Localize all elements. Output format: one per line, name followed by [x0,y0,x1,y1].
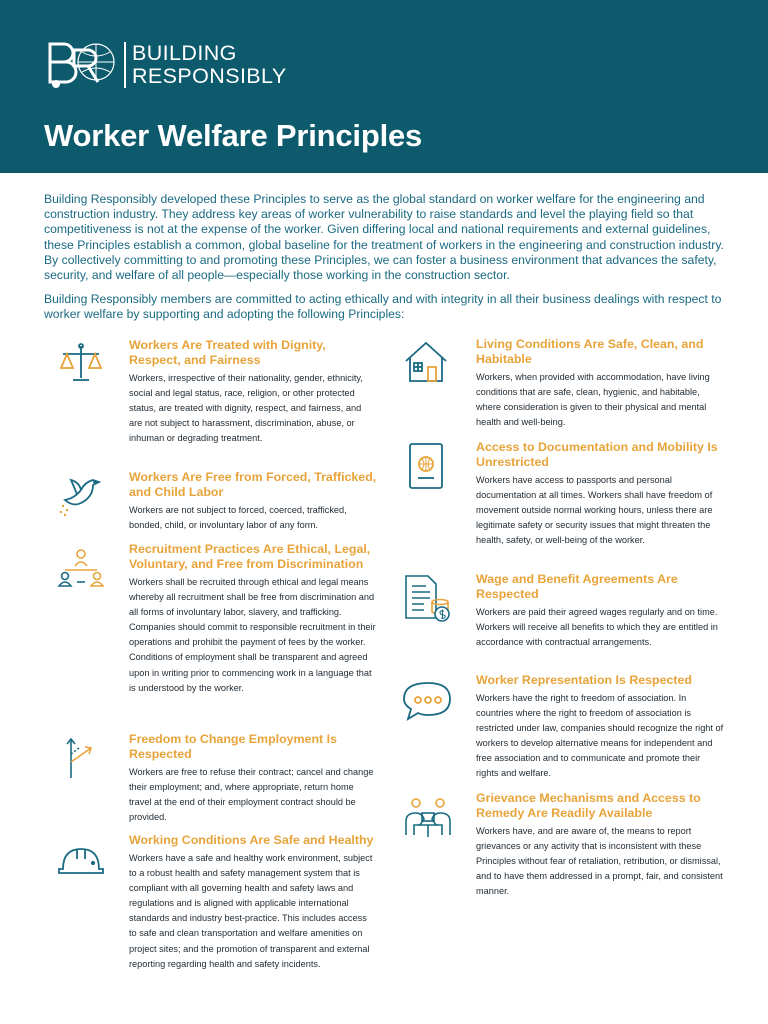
principle-text: Workers have the right to freedom of association. In countries where the right to freedom of association is restricted under law, companies should recognize the right of workers to develop alternative means for independent and free association and to communicate and promote their rights and welfare. [476,693,724,779]
principle-text: Workers are free to refuse their contract; cancel and change their employment; and, where appropriate, return home travel at the end of their employment contract should be provided. [129,767,374,823]
principle-title: Workers Are Treated with Dignity, Respect, and Fairness [129,338,326,367]
logo-divider [124,42,126,88]
meeting-table-icon [402,791,454,843]
principle-text: Workers are paid their agreed wages regularly and on time. Workers will receive all benefits to which they are entitled in accordance with contractual arrangements. [476,607,718,648]
scales-icon [55,338,107,390]
speech-bubble-icon [402,673,454,725]
dove-icon [55,470,107,522]
principle-text: Workers have a safe and healthy work environment, subject to a robust health and safety management system that is compliant with all governing health and safety laws and regulations and is aligned with applicable international standards and industry best-practice. This includes access to safe and clean transportation and welfare amenities on project sites; and the promotion of transparent and external reporting regarding health and safety incidents. [129,853,373,969]
page-title: Worker Welfare Principles [44,118,423,153]
principle-title: Worker Representation Is Respected [476,673,692,687]
logo-wordmark [132,42,287,88]
document-coins-icon [402,572,454,624]
principle-text: Workers, when provided with accommodation, have living conditions that are safe, clean, hygienic, and habitable, where consideration is given to their physical and mental health and well-being. [476,372,710,428]
principle-title: Working Conditions Are Safe and Healthy [129,833,374,847]
building-responsibly-logo [44,40,287,90]
house-icon [402,337,454,389]
principle-text: Workers shall be recruited through ethical and legal means whereby all recruitment shall be free from discrimination and all forms of involuntary labor, slavery, and trafficking. Companies should commit to responsible recruitment in their operations and prohibit the payment of fees by the worker. Conditions of employment shall be transparent and agreed upon in writing prior to commencing work in a language that is understood by the worker. [129,577,376,693]
intro-paragraph-1: Building Responsibly developed these Principles to serve as the global standard on worker welfare for the engineering and construction industry. They address key areas of worker vulnerability to raise standards and level the playing field so that competitiveness is not at the expense of the worker. Given differing local and national requirements and external guidelines, these Principles establish a common, global baseline for the treatment of workers in the engineering and construction industry. By collectively committing to and promoting these Principles, we can foster a business environment that advances the safety, security, and welfare of all people—especially those working in the construction sector. [44,192,724,283]
branching-arrows-icon [55,732,107,784]
logo-line-1: BUILDING [132,41,237,65]
principle-text: Workers have, and are aware of, the means to report grievances or any activity that is inconsistent with these Principles without fear of retaliation, retribution, or dismissal, and to have them addressed in a prompt, fair, and consistent manner. [476,826,723,897]
people-scale-icon [55,542,107,594]
principle-text: Workers have access to passports and personal documentation at all times. Workers shall have freedom of movement outside normal working hours, unless there are legitimate safety or security issues that might threaten the health, safety, or well-being of the worker. [476,475,713,546]
intro-paragraph-2: Building Responsibly members are committed to acting ethically and with integrity in all their business dealings with respect to worker welfare by supporting and adopting the following Principles: [44,292,722,322]
principle-text: Workers, irrespective of their nationality, gender, ethnicity, social and legal status, race, religion, or other protected status, are treated with dignity, respect, and fairness, and are not subject to harassment, discrimination, abuse, or inhuman or degrading treatment. [129,373,363,444]
br-monogram-icon [44,40,120,90]
principle-title: Living Conditions Are Safe, Clean, and Habitable [476,337,704,366]
principle-title: Grievance Mechanisms and Access to Remedy Are Readily Available [476,791,701,820]
principle-title: Wage and Benefit Agreements Are Respected [476,572,678,601]
logo-line-2: RESPONSIBLY [132,64,287,88]
header-banner [0,0,768,173]
principle-text: Workers are not subject to forced, coerced, trafficked, bonded, child, or involuntary labor of any form. [129,505,347,531]
passport-icon [402,440,454,492]
principle-title: Workers Are Free from Forced, Trafficked, and Child Labor [129,470,377,499]
principle-title: Recruitment Practices Are Ethical, Legal, Voluntary, and Free from Discrimination [129,542,371,571]
hard-hat-icon [55,833,107,885]
intro-section [44,192,724,332]
principle-title: Freedom to Change Employment Is Respected [129,732,337,761]
principle-title: Access to Documentation and Mobility Is Unrestricted [476,440,718,469]
